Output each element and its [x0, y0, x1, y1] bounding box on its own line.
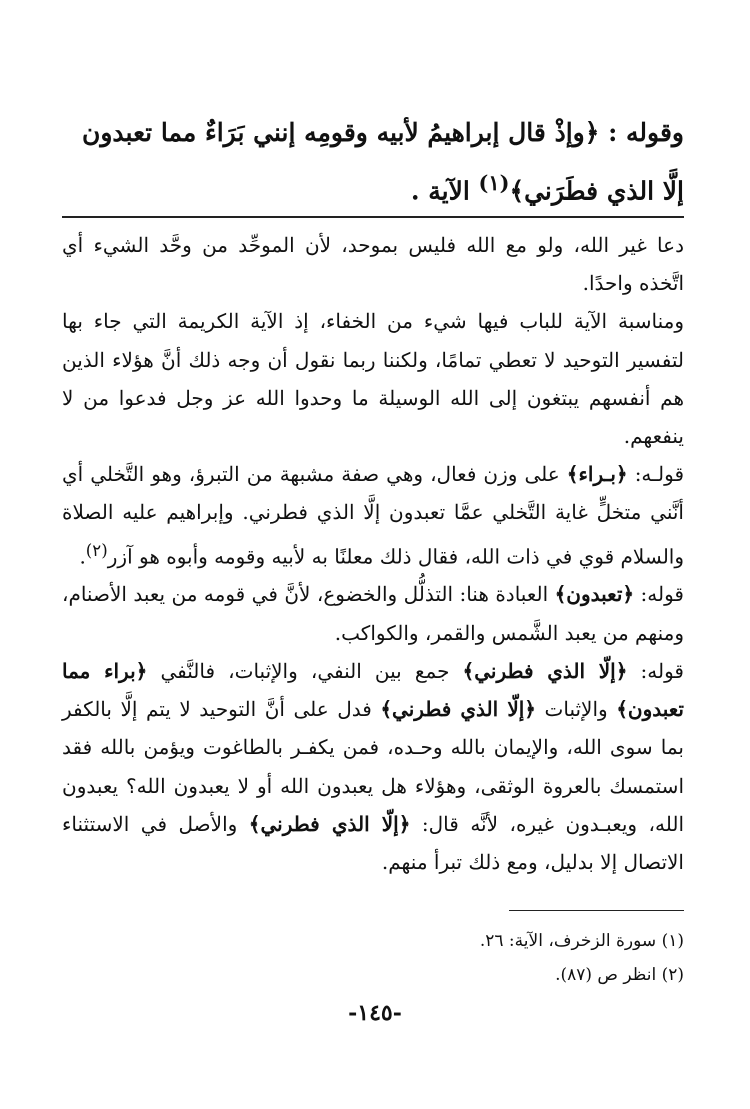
- quoted-term: ﴿تعبدون﴾: [554, 582, 635, 607]
- footnote-text: انظر ص (٨٧).: [555, 965, 657, 985]
- paragraph-text: على وزن فعال، وهي صفة مشبهة من التبرؤ، وهو التَّخلي أي أنَّني متخلٍّ غاية التَّخلي عمَّا تعبدون إلَّا الذي فطرني. وإبراهيم عليه الصلاة والسلام قوي في ذات الله، فقال ذلك معلنًا به لأبيه وقومه وأبوه هو آزر: [62, 462, 684, 569]
- footnote-1: [62, 924, 684, 958]
- quoted-term: ﴿إلّا الذي فطرني﴾: [248, 811, 411, 836]
- paragraph-text: جمع بين النفي، والإثبات، فالنَّفي: [147, 658, 463, 683]
- footnote-divider: [509, 910, 684, 911]
- paragraph-1: [62, 226, 684, 302]
- paragraph-tail: .: [79, 544, 86, 569]
- commentary-body: [62, 226, 684, 881]
- paragraph-text: العبادة هنا: التذلُّل والخضوع، لأنَّ في قومه من يعبد الأصنام، ومنهم من يعبد الشَّمس والقمر، والكواكب.: [62, 582, 684, 645]
- paragraph-text: ومناسبة الآية للباب فيها شيء من الخفاء، إذ الآية الكريمة التي جاء بها لتفسير التوحيد لا تعطي تمامًا، ولكننا ربما نقول أن وجه ذلك أنَّ هؤلاء الذين هم أنفسهم يبتغون إلى الله الوسيلة ما وحدوا الله عز وجل فدعوا من لا ينفعهم.: [62, 309, 684, 449]
- footnote-2: [62, 958, 684, 992]
- paragraph-text: فدل على أنَّ التوحيد لا يتم إلَّا بالكفر بما سوى الله، والإيمان بالله وحـده، فمن يكفـر بالطاغوت ويؤمن بالله فقد استمسك بالعروة الوثقى، وهؤلاء هل يعبدون الله أو لا يعبدون الله؟ يعبدون الله، ويعبـدون غيره، لأنَّه قال:: [62, 697, 684, 836]
- paragraph-2: [62, 302, 684, 455]
- heading-divider: [62, 216, 684, 218]
- quoted-term: ﴿إلّا الذي فطرني﴾: [380, 697, 537, 722]
- quoted-term: ﴿بـراء﴾: [566, 462, 628, 487]
- footnote-marker: (٢): [85, 540, 108, 560]
- page-number: -١٤٥-: [348, 1000, 402, 1026]
- paragraph-5: [62, 652, 684, 881]
- footnote-text: سورة الزخرف، الآية: ٢٦.: [479, 931, 657, 951]
- paragraph-4: [62, 575, 684, 651]
- footnote-number: (١): [661, 931, 684, 951]
- paragraph-lead: قوله:: [627, 658, 684, 683]
- paragraph-text: دعا غير الله، ولو مع الله فليس بموحد، لأن الموحِّد من وحَّد الشيء أي اتَّخذه واحدًا.: [62, 233, 684, 296]
- paragraph-3: [62, 455, 684, 575]
- quoted-term: ﴿إلّا الذي فطرني﴾: [462, 658, 628, 683]
- verse-heading: [62, 108, 684, 216]
- footnote-number: (٢): [661, 965, 684, 985]
- footnotes: [62, 924, 684, 992]
- heading-outro: الآية .: [410, 176, 479, 206]
- heading-intro: وقوله :: [599, 118, 684, 147]
- heading-footnote-marker: (١): [478, 170, 510, 195]
- paragraph-lead: قوله:: [634, 582, 684, 607]
- paragraph-text: والأصل في الاستثناء الاتصال إلا بدليل، ومع ذلك تبرأ منهم.: [62, 811, 684, 874]
- paragraph-lead: قولـه:: [627, 462, 684, 487]
- quoted-term: ﴿براء مما تعبدون﴾: [62, 658, 684, 722]
- heading-quote: ﴿وإذْ قال إبراهيمُ لأبيه وقومِه إنني بَرَاءٌ مما تعبدون إلَّا الذي فطَرَني﴾: [82, 118, 684, 206]
- paragraph-text: والإثبات: [536, 697, 617, 722]
